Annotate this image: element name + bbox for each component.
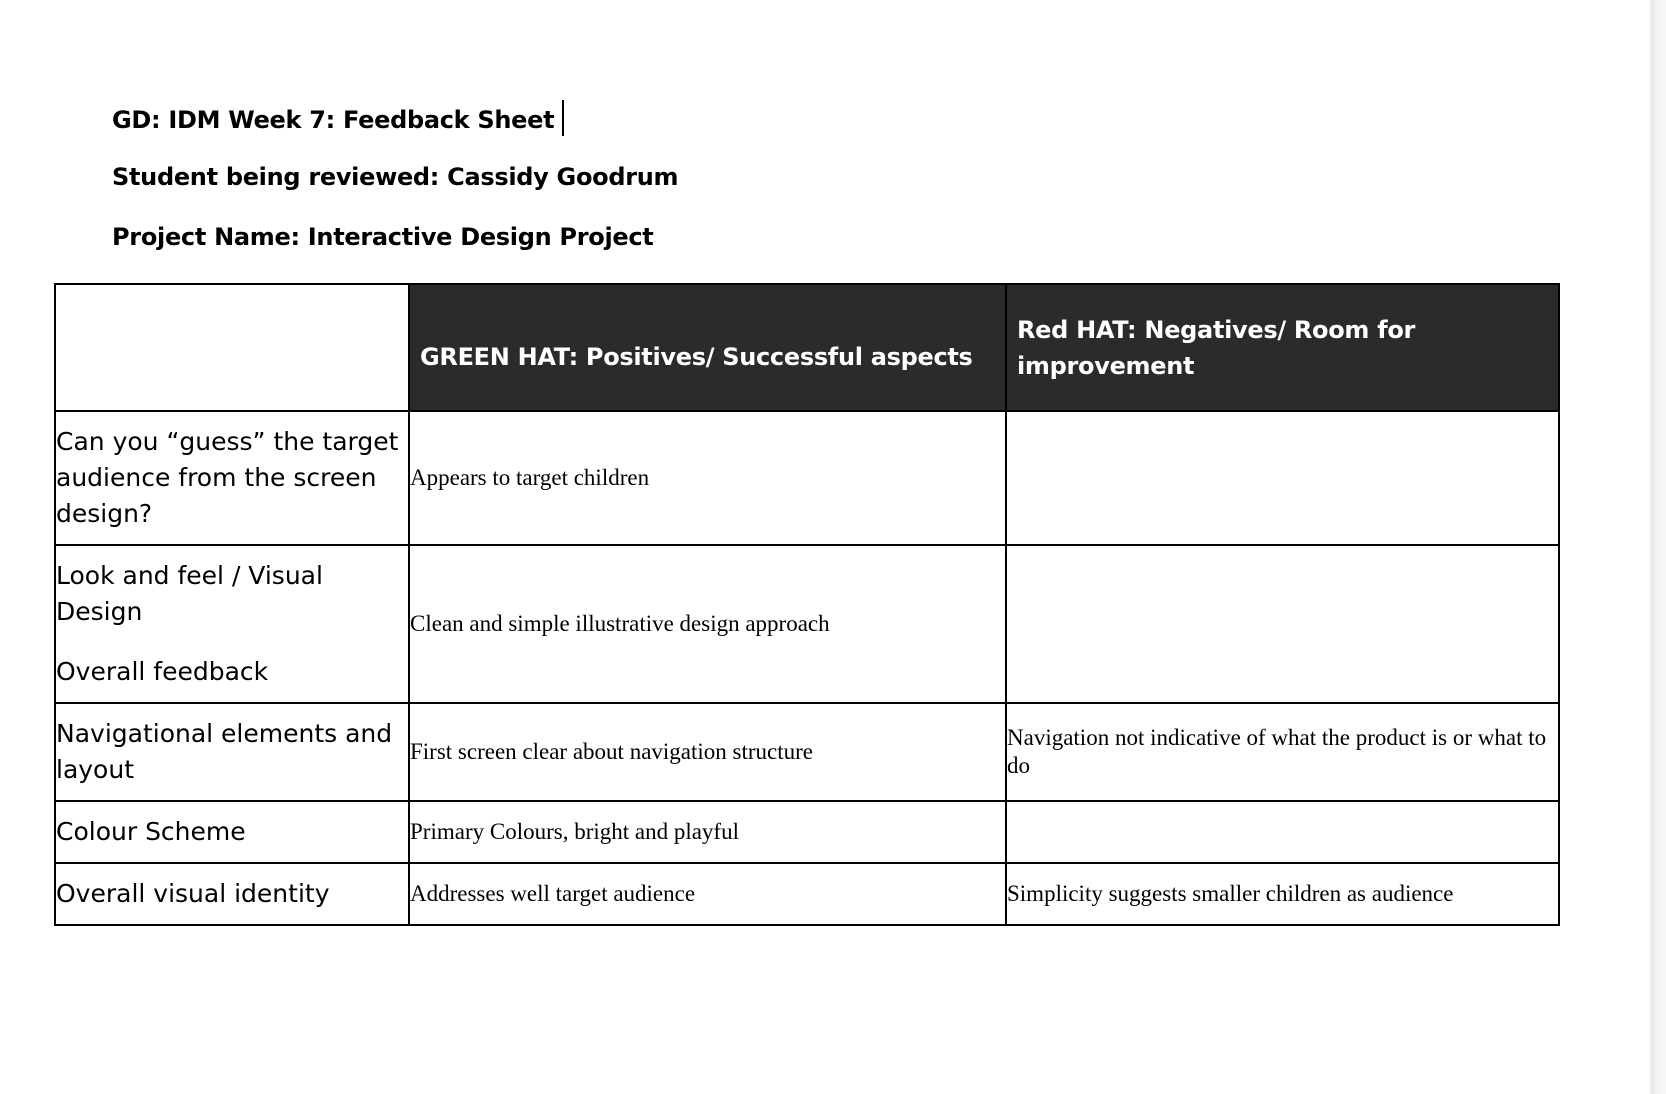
- document-title-line[interactable]: [112, 103, 564, 139]
- table-row: [55, 703, 1559, 801]
- table-header-row: [55, 284, 1559, 411]
- project-line[interactable]: Project Name: Interactive Design Project: [112, 223, 654, 251]
- row-label-cell[interactable]: [55, 545, 409, 703]
- positive-cell[interactable]: Appears to target children: [409, 411, 1006, 545]
- negative-cell[interactable]: Navigation not indicative of what the product is or what to do: [1006, 703, 1559, 801]
- row-label-cell[interactable]: [55, 411, 409, 545]
- feedback-table: [54, 283, 1560, 926]
- positive-cell[interactable]: Addresses well target audience: [409, 863, 1006, 925]
- row-label-cell[interactable]: [55, 863, 409, 925]
- row-label: Colour Scheme: [56, 817, 246, 846]
- positive-cell[interactable]: Primary Colours, bright and playful: [409, 801, 1006, 863]
- negative-cell[interactable]: Simplicity suggests smaller children as audience: [1006, 863, 1559, 925]
- table-row: [55, 545, 1559, 703]
- row-label-cell[interactable]: [55, 703, 409, 801]
- header-cell-red-hat[interactable]: [1006, 284, 1559, 411]
- positive-cell[interactable]: First screen clear about navigation structure: [409, 703, 1006, 801]
- negative-cell[interactable]: [1006, 411, 1559, 545]
- student-line[interactable]: Student being reviewed: Cassidy Goodrum: [112, 163, 679, 191]
- negative-cell[interactable]: [1006, 545, 1559, 703]
- header-cell-green-hat[interactable]: [409, 284, 1006, 411]
- green-hat-heading: GREEN HAT: Positives/ Successful aspects: [420, 342, 973, 371]
- document-title[interactable]: GD: IDM Week 7: Feedback Sheet: [112, 106, 555, 134]
- row-label: Look and feel / Visual Design: [56, 561, 323, 626]
- positive-cell[interactable]: Clean and simple illustrative design approach: [409, 545, 1006, 703]
- row-label-extra: Overall feedback: [56, 657, 269, 686]
- row-label: Navigational elements and layout: [56, 719, 393, 784]
- header-cell-blank[interactable]: [55, 284, 409, 411]
- table-row: [55, 801, 1559, 863]
- negative-cell[interactable]: [1006, 801, 1559, 863]
- row-label: Can you “guess” the target audience from the screen design?: [56, 427, 399, 528]
- table-row: [55, 411, 1559, 545]
- row-label-cell[interactable]: [55, 801, 409, 863]
- red-hat-heading: Red HAT: Negatives/ Room for improvement: [1017, 315, 1416, 380]
- row-label: Overall visual identity: [56, 879, 330, 908]
- page-edge-shadow: [1556, 0, 1666, 1094]
- table-row: [55, 863, 1559, 925]
- text-cursor: [562, 100, 564, 136]
